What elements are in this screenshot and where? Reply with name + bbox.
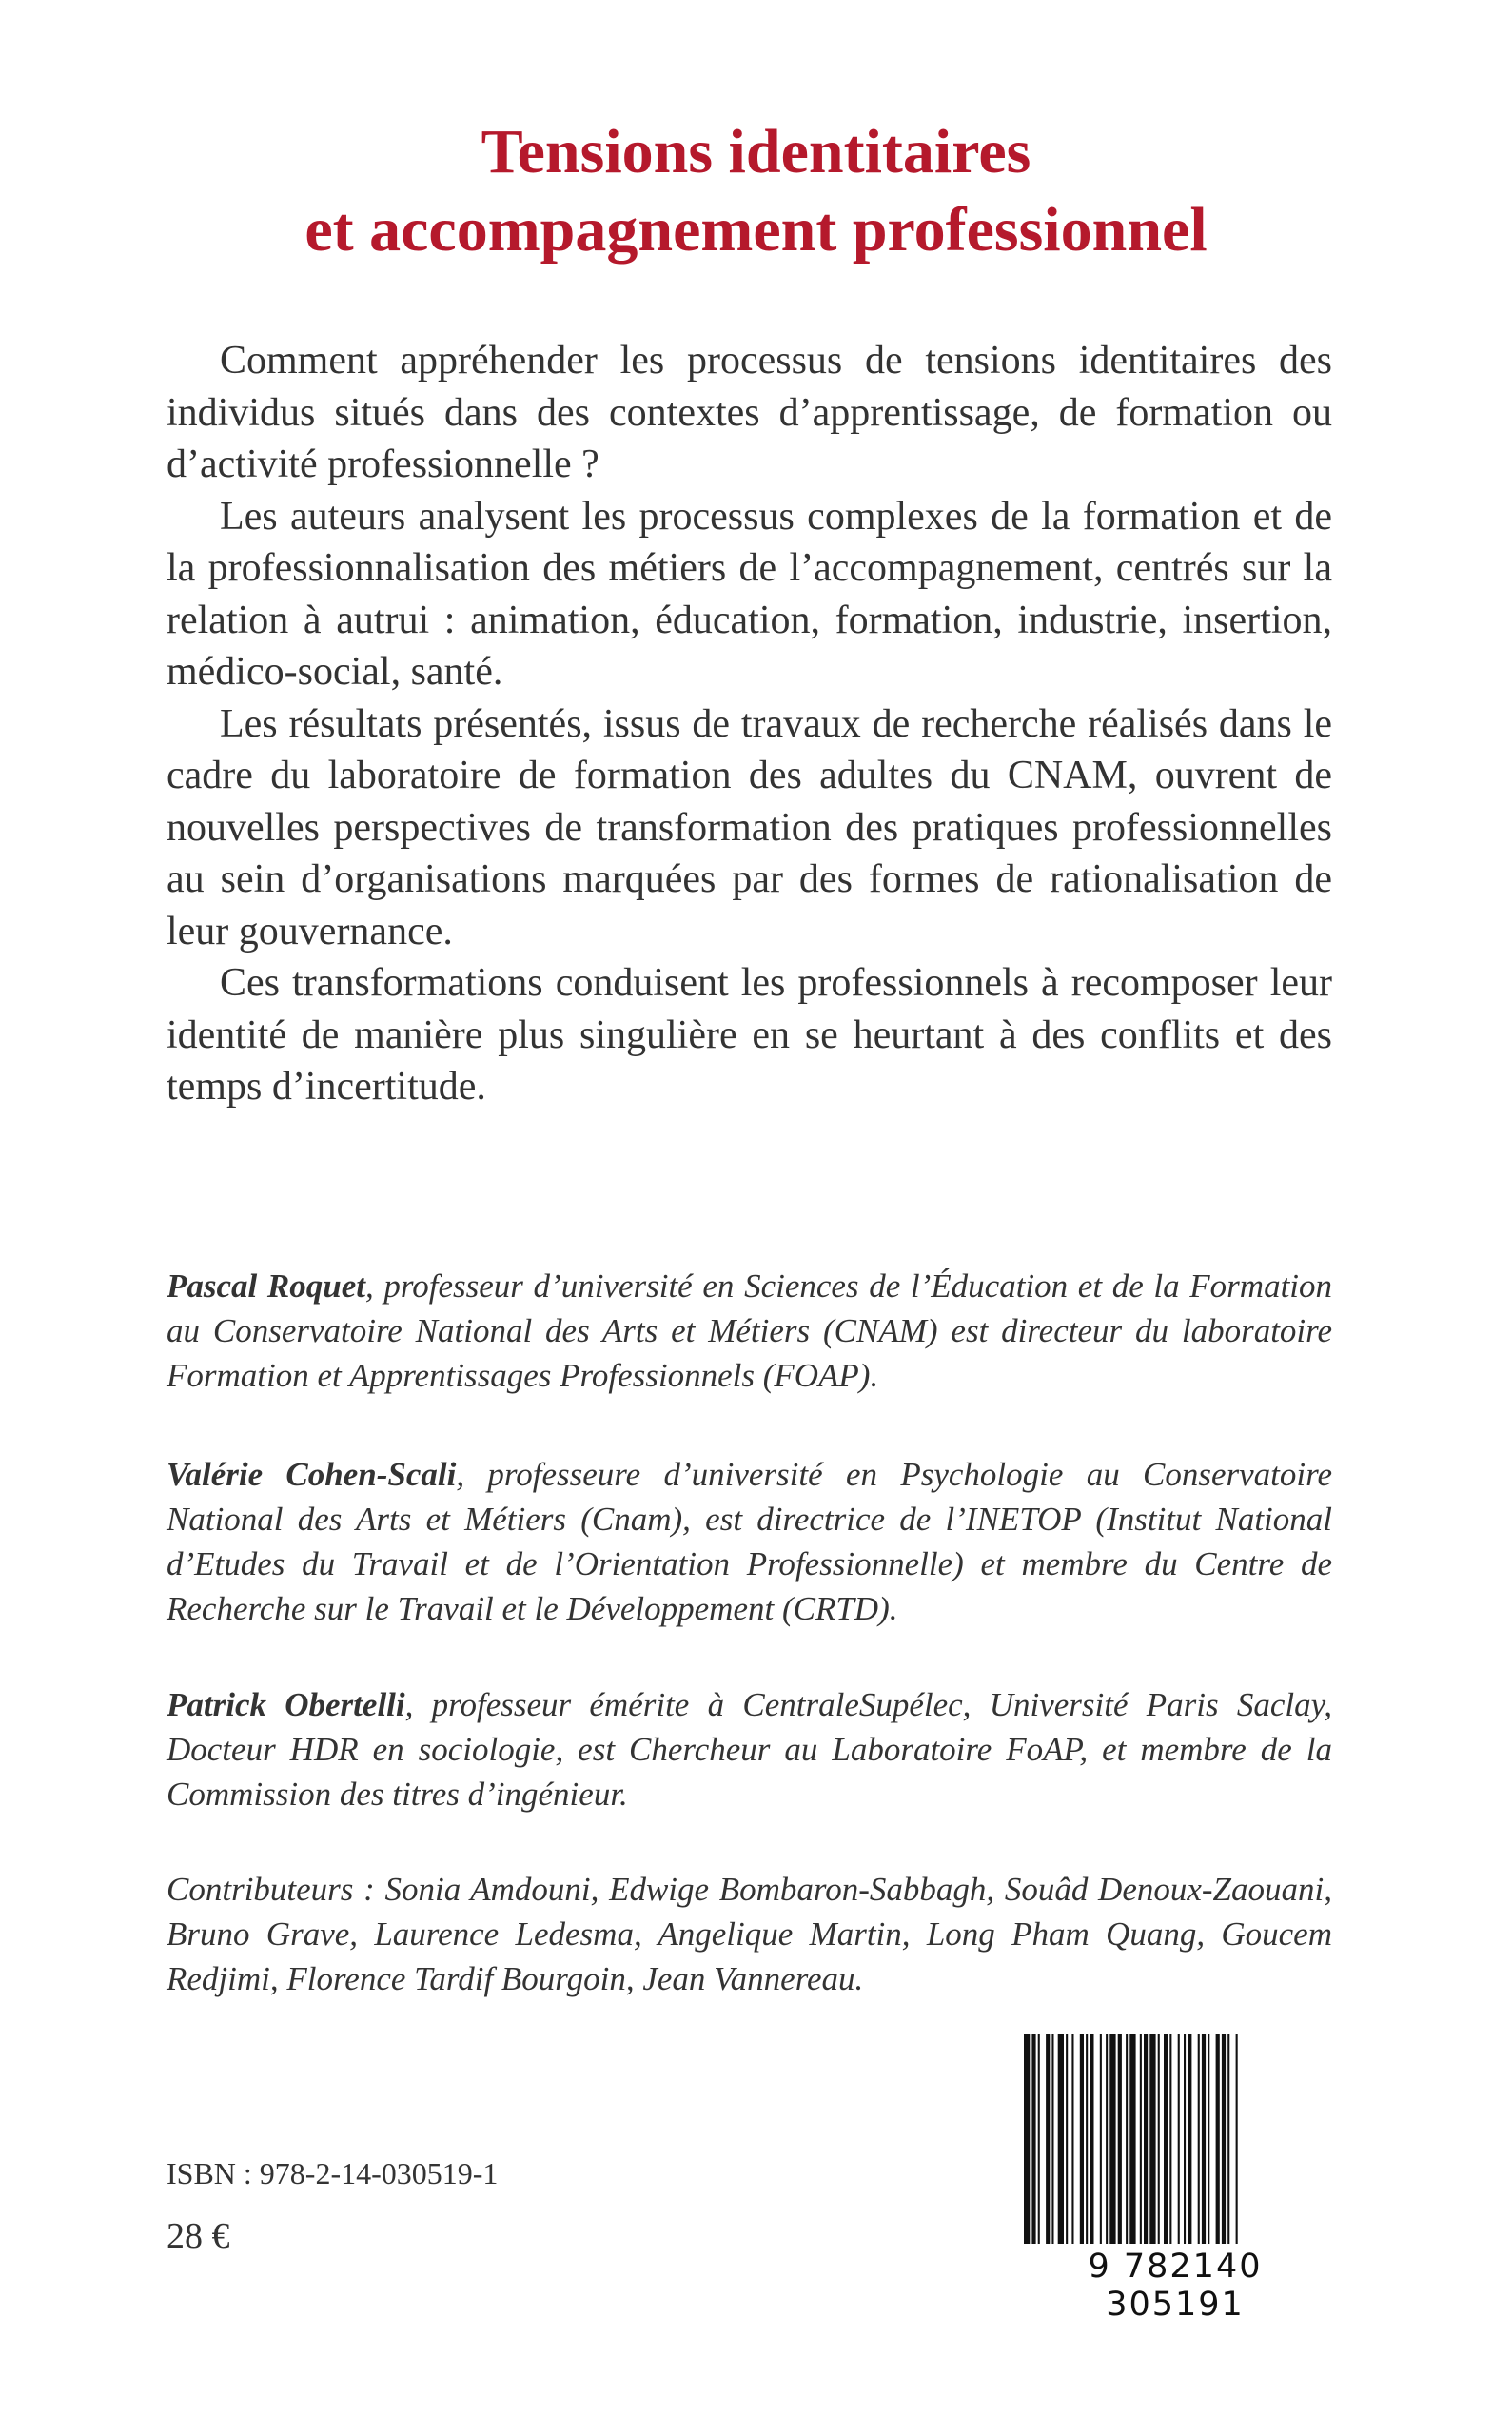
author-description: , professeur d’université en Sciences de l’Éducation et de la Formation au Conservatoire National des Arts et Métiers (CNAM) est directeur du laboratoire Formation et Apprentissages Professionnels (FOAP). (167, 1267, 1333, 1394)
barcode-bar (1058, 2034, 1064, 2244)
barcode-bar (1178, 2034, 1180, 2244)
summary-paragraph: Ces transformations conduisent les professionnels à recomposer leur identité de manière plus singulière en se heurtant à des conflits et des temps d’incertitude. (167, 961, 1332, 1109)
price: 28 € (167, 2216, 230, 2256)
author-description: , professeur émérite à CentraleSupélec, Université Paris Saclay, Docteur HDR en sociologie, est Chercheur au Laboratoire FoAP, et membre de la Commission des titres d’ingénieur. (167, 1686, 1332, 1813)
barcode-bar (1086, 2034, 1088, 2244)
barcode-bar (1188, 2034, 1191, 2244)
barcode-bar (1184, 2034, 1186, 2244)
barcode-bar (1080, 2034, 1084, 2244)
barcode-bar (1106, 2034, 1108, 2244)
author-bio-3 (167, 1682, 1332, 1817)
barcode-bar (1149, 2034, 1155, 2244)
barcode-bar (1236, 2034, 1238, 2244)
barcode-bar (1100, 2034, 1102, 2244)
barcode-bar (1024, 2034, 1030, 2244)
title-line-2: et accompagnement professionnel (304, 195, 1208, 265)
barcode-bar (1202, 2034, 1206, 2244)
summary (167, 335, 1332, 1113)
barcode (1018, 2034, 1332, 2324)
barcode-bar (1090, 2034, 1093, 2244)
barcode-bar (1031, 2034, 1035, 2244)
barcode-bar (1109, 2034, 1115, 2244)
barcode-bar (1164, 2034, 1168, 2244)
barcode-bar (1046, 2034, 1050, 2244)
barcode-bar (1066, 2034, 1068, 2244)
barcode-bar (1038, 2034, 1040, 2244)
barcode-bar (1169, 2034, 1171, 2244)
author-bio-2 (167, 1452, 1332, 1631)
barcode-bars (1018, 2034, 1332, 2244)
barcode-bar (1208, 2034, 1209, 2244)
barcode-bar (1198, 2034, 1200, 2244)
summary-paragraph: Comment appréhender les processus de tensions identitaires des individus situés dans des contextes d’apprentissage, de formation ou d’activité professionnelle ? (167, 339, 1332, 486)
barcode-bar (1144, 2034, 1148, 2244)
barcode-bar (1071, 2034, 1073, 2244)
barcode-bar (1129, 2034, 1135, 2244)
title-line-1: Tensions identitaires (481, 117, 1031, 187)
barcode-bar (1126, 2034, 1128, 2244)
author-name: Pascal Roquet (167, 1267, 365, 1305)
barcode-bar (1216, 2034, 1220, 2244)
barcode-bar (1118, 2034, 1122, 2244)
contributors: Contributeurs : Sonia Amdouni, Edwige Bombaron-Sabbagh, Souâd Denoux-Zaouani, Bruno Grave, Laurence Ledesma, Angelique Martin, Long Pham Quang, Goucem Redjimi, Florence Tardif Bourgoin, Jean Vannereau. (167, 1871, 1332, 1997)
barcode-bar (1227, 2034, 1229, 2244)
barcode-bar (1051, 2034, 1053, 2244)
summary-paragraph: Les résultats présentés, issus de travaux de recherche réalisés dans le cadre du laboratoire de formation des adultes du CNAM, ouvrent de nouvelles perspectives de transformation des pratiques professionnelles au sein d’organisations marquées par des formes de rationalisation de leur gouvernance. (167, 701, 1332, 953)
summary-paragraph: Les auteurs analysent les processus complexes de la formation et de la professionnalisation des métiers de l’accompagnement, centrés sur la relation à autrui : animation, éducation, formation, industrie, insertion, médico-social, santé. (167, 494, 1332, 694)
barcode-bar (1140, 2034, 1142, 2244)
barcode-bar (1158, 2034, 1160, 2244)
author-bio-1 (167, 1264, 1332, 1398)
author-name: Valérie Cohen-Scali (167, 1456, 457, 1493)
isbn: ISBN : 978-2-14-030519-1 (167, 2156, 499, 2190)
author-name: Patrick Obertelli (167, 1686, 405, 1723)
barcode-bar (1222, 2034, 1226, 2244)
barcode-digits: 9 782140 305191 (1088, 2248, 1263, 2324)
author-description: , professeure d’université en Psychologie au Conservatoire National des Arts et Métiers (Cnam), est directrice de l’INETOP (Institut National d’Etudes du Travail et de l’Orientation Professionnelle) et membre du Centre de Recherche sur le Travail et le Développement (CRTD). (167, 1456, 1332, 1627)
